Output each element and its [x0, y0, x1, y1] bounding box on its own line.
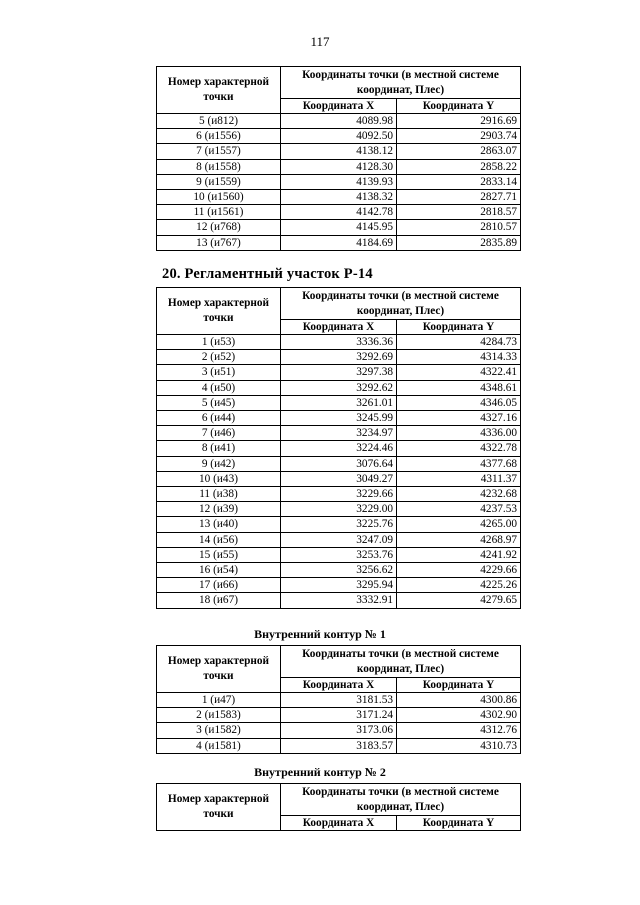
coord-x-cell: 3261.01	[281, 395, 397, 410]
table-row	[157, 563, 521, 578]
table-row	[157, 502, 521, 517]
coord-y-cell: 2863.07	[397, 144, 521, 159]
header-coord-y: Координата Y	[397, 816, 521, 831]
coord-y-cell: 4348.61	[397, 380, 521, 395]
table-row	[157, 738, 521, 753]
header-coord-x: Координата X	[281, 320, 397, 335]
point-number-cell: 6 (и44)	[157, 411, 281, 426]
coord-y-cell: 4225.26	[397, 578, 521, 593]
coordinates-table-inner-1	[156, 645, 521, 754]
table-row	[157, 395, 521, 410]
coord-x-cell: 3245.99	[281, 411, 397, 426]
header-point-number: Номер характерной точки	[157, 784, 281, 831]
coord-x-cell: 3332.91	[281, 593, 397, 608]
point-number-cell: 12 (и39)	[157, 502, 281, 517]
coord-x-cell: 4089.98	[281, 114, 397, 129]
point-number-cell: 2 (и1583)	[157, 708, 281, 723]
coordinates-table-p14	[156, 287, 521, 609]
coord-x-cell: 3336.36	[281, 335, 397, 350]
point-number-cell: 8 (и41)	[157, 441, 281, 456]
point-number-cell: 12 (и768)	[157, 220, 281, 235]
header-coord-x: Координата X	[281, 816, 397, 831]
coord-y-cell: 4327.16	[397, 411, 521, 426]
header-coordinates: Координаты точки (в местной системе координат, Плес)	[281, 784, 521, 816]
table-row	[157, 593, 521, 608]
point-number-cell: 7 (и46)	[157, 426, 281, 441]
table-row	[157, 190, 521, 205]
coord-x-cell: 3224.46	[281, 441, 397, 456]
point-number-cell: 1 (и47)	[157, 693, 281, 708]
table-row	[157, 517, 521, 532]
point-number-cell: 1 (и53)	[157, 335, 281, 350]
coord-y-cell: 4268.97	[397, 532, 521, 547]
table-row	[157, 220, 521, 235]
coord-y-cell: 4310.73	[397, 738, 521, 753]
point-number-cell: 5 (и812)	[157, 114, 281, 129]
coord-x-cell: 4138.32	[281, 190, 397, 205]
table-row	[157, 350, 521, 365]
coord-x-cell: 3292.69	[281, 350, 397, 365]
table-row	[157, 411, 521, 426]
coord-y-cell: 4314.33	[397, 350, 521, 365]
coord-x-cell: 3295.94	[281, 578, 397, 593]
table-row	[157, 456, 521, 471]
coord-y-cell: 4302.90	[397, 708, 521, 723]
point-number-cell: 4 (и1581)	[157, 738, 281, 753]
table-row	[157, 129, 521, 144]
table-row	[157, 426, 521, 441]
coord-x-cell: 4145.95	[281, 220, 397, 235]
table-row	[157, 723, 521, 738]
coord-y-cell: 2858.22	[397, 159, 521, 174]
coord-x-cell: 4092.50	[281, 129, 397, 144]
coord-y-cell: 4346.05	[397, 395, 521, 410]
coord-x-cell: 3049.27	[281, 471, 397, 486]
header-point-number: Номер характерной точки	[157, 646, 281, 693]
table-row	[157, 578, 521, 593]
table-row	[157, 205, 521, 220]
coordinates-table-inner-2	[156, 783, 521, 831]
coord-x-cell: 3181.53	[281, 693, 397, 708]
header-coord-x: Координата X	[281, 99, 397, 114]
coord-x-cell: 3076.64	[281, 456, 397, 471]
coord-x-cell: 3183.57	[281, 738, 397, 753]
coord-y-cell: 4241.92	[397, 547, 521, 562]
point-number-cell: 2 (и52)	[157, 350, 281, 365]
table-row	[157, 114, 521, 129]
coord-y-cell: 4300.86	[397, 693, 521, 708]
header-point-number: Номер характерной точки	[157, 67, 281, 114]
section-heading: 20. Регламентный участок Р-14	[162, 266, 373, 282]
table-row	[157, 144, 521, 159]
table-row	[157, 174, 521, 189]
coord-x-cell: 4142.78	[281, 205, 397, 220]
header-coord-x: Координата X	[281, 678, 397, 693]
coord-y-cell: 4312.76	[397, 723, 521, 738]
point-number-cell: 14 (и56)	[157, 532, 281, 547]
table-row	[157, 471, 521, 486]
point-number-cell: 16 (и54)	[157, 563, 281, 578]
point-number-cell: 5 (и45)	[157, 395, 281, 410]
point-number-cell: 9 (и42)	[157, 456, 281, 471]
coord-x-cell: 3256.62	[281, 563, 397, 578]
table-row	[157, 487, 521, 502]
header-coord-y: Координата Y	[397, 320, 521, 335]
point-number-cell: 4 (и50)	[157, 380, 281, 395]
coord-x-cell: 4128.30	[281, 159, 397, 174]
coordinates-table-continued	[156, 66, 521, 251]
coord-x-cell: 4184.69	[281, 235, 397, 250]
point-number-cell: 3 (и51)	[157, 365, 281, 380]
coord-y-cell: 2810.57	[397, 220, 521, 235]
coord-y-cell: 4377.68	[397, 456, 521, 471]
point-number-cell: 9 (и1559)	[157, 174, 281, 189]
point-number-cell: 18 (и67)	[157, 593, 281, 608]
coord-y-cell: 2827.71	[397, 190, 521, 205]
point-number-cell: 6 (и1556)	[157, 129, 281, 144]
coord-y-cell: 4322.78	[397, 441, 521, 456]
table-row	[157, 693, 521, 708]
table-row	[157, 365, 521, 380]
point-number-cell: 7 (и1557)	[157, 144, 281, 159]
coord-y-cell: 4336.00	[397, 426, 521, 441]
table-row	[157, 441, 521, 456]
point-number-cell: 10 (и43)	[157, 471, 281, 486]
coord-y-cell: 4229.66	[397, 563, 521, 578]
coord-y-cell: 4232.68	[397, 487, 521, 502]
header-coord-y: Координата Y	[397, 678, 521, 693]
coord-x-cell: 4138.12	[281, 144, 397, 159]
header-coordinates: Координаты точки (в местной системе координат, Плес)	[281, 288, 521, 320]
inner-contour-1-heading: Внутренний контур № 1	[254, 627, 386, 641]
header-coordinates: Координаты точки (в местной системе координат, Плес)	[281, 646, 521, 678]
coord-y-cell: 2903.74	[397, 129, 521, 144]
table-row	[157, 547, 521, 562]
point-number-cell: 17 (и66)	[157, 578, 281, 593]
coord-x-cell: 3173.06	[281, 723, 397, 738]
table-row	[157, 532, 521, 547]
coord-x-cell: 3234.97	[281, 426, 397, 441]
table-row	[157, 380, 521, 395]
point-number-cell: 10 (и1560)	[157, 190, 281, 205]
point-number-cell: 13 (и40)	[157, 517, 281, 532]
coord-x-cell: 3225.76	[281, 517, 397, 532]
table-row	[157, 235, 521, 250]
coord-x-cell: 4139.93	[281, 174, 397, 189]
coord-x-cell: 3247.09	[281, 532, 397, 547]
table-row	[157, 335, 521, 350]
coord-y-cell: 4284.73	[397, 335, 521, 350]
coord-x-cell: 3292.62	[281, 380, 397, 395]
header-point-number: Номер характерной точки	[157, 288, 281, 335]
coord-x-cell: 3253.76	[281, 547, 397, 562]
point-number-cell: 13 (и767)	[157, 235, 281, 250]
point-number-cell: 3 (и1582)	[157, 723, 281, 738]
table-row	[157, 159, 521, 174]
coord-x-cell: 3229.66	[281, 487, 397, 502]
coord-y-cell: 2818.57	[397, 205, 521, 220]
coord-y-cell: 4322.41	[397, 365, 521, 380]
table-row	[157, 708, 521, 723]
inner-contour-2-heading: Внутренний контур № 2	[254, 765, 386, 779]
header-coordinates: Координаты точки (в местной системе координат, Плес)	[281, 67, 521, 99]
point-number-cell: 11 (и1561)	[157, 205, 281, 220]
coord-x-cell: 3297.38	[281, 365, 397, 380]
header-coord-y: Координата Y	[397, 99, 521, 114]
coord-y-cell: 4237.53	[397, 502, 521, 517]
coord-y-cell: 2835.89	[397, 235, 521, 250]
point-number-cell: 15 (и55)	[157, 547, 281, 562]
coord-y-cell: 4311.37	[397, 471, 521, 486]
point-number-cell: 11 (и38)	[157, 487, 281, 502]
coord-x-cell: 3229.00	[281, 502, 397, 517]
point-number-cell: 8 (и1558)	[157, 159, 281, 174]
coord-y-cell: 2833.14	[397, 174, 521, 189]
coord-y-cell: 4265.00	[397, 517, 521, 532]
coord-x-cell: 3171.24	[281, 708, 397, 723]
coord-y-cell: 2916.69	[397, 114, 521, 129]
coord-y-cell: 4279.65	[397, 593, 521, 608]
page-number: 117	[310, 34, 330, 49]
